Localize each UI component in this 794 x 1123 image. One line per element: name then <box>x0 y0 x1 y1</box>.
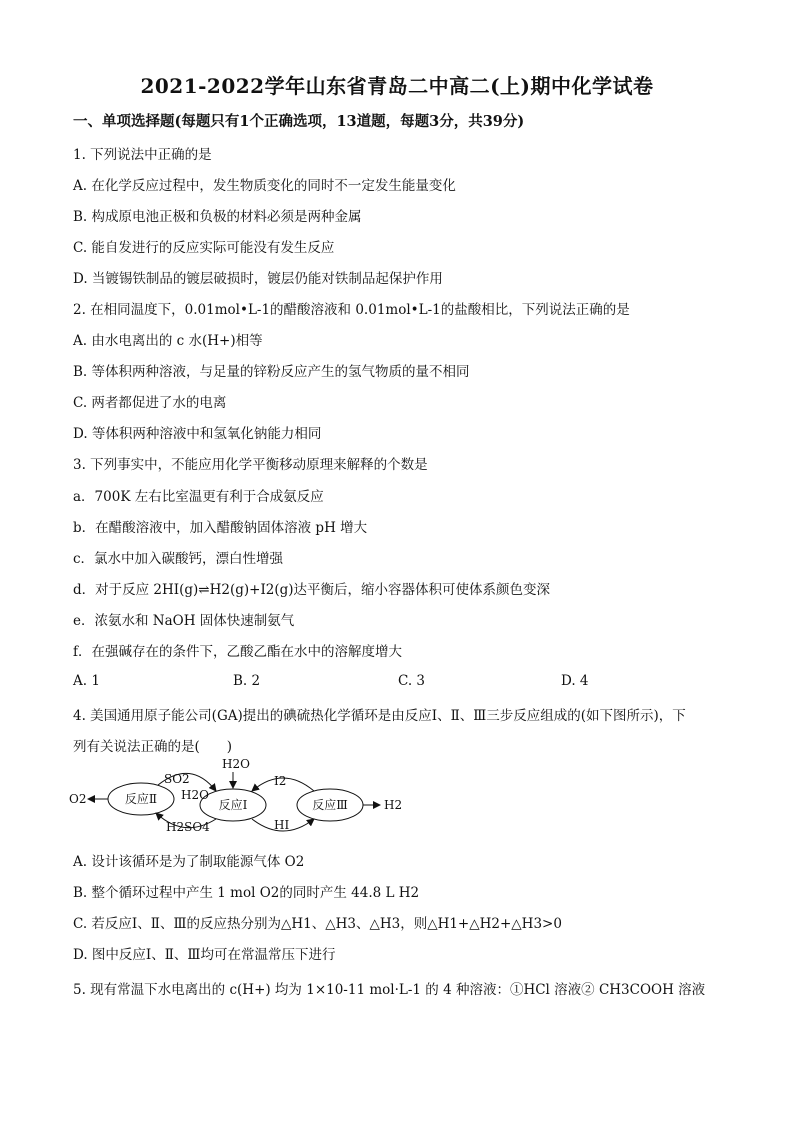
question-3-option-a: A. 1 <box>73 673 100 689</box>
page-title: 2021-2022学年山东省青岛二中高二(上)期中化学试卷 <box>140 74 654 98</box>
question-2-stem: 2. 在相同温度下，0.01mol•L-1的醋酸溶液和 0.01mol•L-1的盐酸相比，下列说法正确的是 <box>73 302 630 318</box>
h2o-top-label: H2O <box>222 757 250 771</box>
reaction-1-label: 反应Ⅰ <box>218 798 248 812</box>
question-5-stem: 5. 现有常温下水电离出的 c(H+) 均为 1×10-11 mol·L-1 的 4 种溶液：①HCl 溶液② CH3COOH 溶液 <box>73 982 706 998</box>
question-4-option-a: A. 设计该循环是为了制取能源气体 O2 <box>73 854 305 870</box>
question-2-option-a: A. 由水电离出的 c 水(H+)相等 <box>73 333 263 349</box>
question-1-option-c: C. 能自发进行的反应实际可能没有发生反应 <box>73 240 335 256</box>
iodine-sulfur-cycle-diagram <box>66 755 426 845</box>
question-1-option-a: A. 在化学反应过程中，发生物质变化的同时不一定发生能量变化 <box>73 178 456 194</box>
question-4-option-b: B. 整个循环过程中产生 1 mol O2的同时产生 44.8 L H2 <box>73 885 420 901</box>
question-4-stem-line-2: 列有关说法正确的是( ) <box>73 739 233 755</box>
hi-label: HI <box>274 818 290 832</box>
question-4-option-d: D. 图中反应Ⅰ、Ⅱ、Ⅲ均可在常温常压下进行 <box>73 947 336 963</box>
question-3-item-e: e．浓氨水和 NaOH 固体快速制氨气 <box>73 613 295 629</box>
section-heading: 一、单项选择题(每题只有1个正确选项，13道题，每题3分，共39分) <box>73 113 525 130</box>
question-3-option-c: C. 3 <box>398 673 426 689</box>
i2-label: I2 <box>274 774 287 788</box>
question-3-option-d: D. 4 <box>561 673 589 689</box>
question-1-stem: 1. 下列说法中正确的是 <box>73 147 212 163</box>
so2-label: SO2 <box>164 772 190 786</box>
question-3-item-c: c．氯水中加入碳酸钙，漂白性增强 <box>73 551 284 567</box>
question-3-item-d: d．对于反应 2HI(g)⇌H2(g)+I2(g)达平衡后，缩小容器体积可使体系颜色变深 <box>73 582 551 598</box>
question-3-option-b: B. 2 <box>233 673 261 689</box>
question-2-option-b: B. 等体积两种溶液，与足量的锌粉反应产生的氢气物质的量不相同 <box>73 364 470 380</box>
o2-label: O2 <box>69 792 87 806</box>
h2o-mid-label: H2O <box>181 788 209 802</box>
question-2-option-d: D. 等体积两种溶液中和氢氧化钠能力相同 <box>73 426 322 442</box>
question-2-option-c: C. 两者都促进了水的电离 <box>73 395 227 411</box>
h2so4-label: H2SO4 <box>166 820 210 834</box>
h2-label: H2 <box>384 798 403 812</box>
question-1-option-d: D. 当镀锡铁制品的镀层破损时，镀层仍能对铁制品起保护作用 <box>73 271 443 287</box>
reaction-2-label: 反应Ⅱ <box>124 792 158 806</box>
question-3-item-b: b．在醋酸溶液中，加入醋酸钠固体溶液 pH 增大 <box>73 520 368 536</box>
question-4-option-c: C. 若反应Ⅰ、Ⅱ、Ⅲ的反应热分别为△H1、△H3、△H3，则△H1+△H2+△H3>0 <box>73 916 562 932</box>
question-1-option-b: B. 构成原电池正极和负极的材料必须是两种金属 <box>73 209 362 225</box>
reaction-3-label: 反应Ⅲ <box>312 798 348 812</box>
question-4-stem-line-1: 4. 美国通用原子能公司(GA)提出的碘硫热化学循环是由反应Ⅰ、Ⅱ、Ⅲ三步反应组成的(如下图所示)，下 <box>73 708 686 724</box>
question-3-item-f: f．在强碱存在的条件下，乙酸乙酯在水中的溶解度增大 <box>73 644 402 660</box>
question-3-stem: 3. 下列事实中，不能应用化学平衡移动原理来解释的个数是 <box>73 457 428 473</box>
question-3-item-a: a．700K 左右比室温更有利于合成氨反应 <box>73 489 324 505</box>
